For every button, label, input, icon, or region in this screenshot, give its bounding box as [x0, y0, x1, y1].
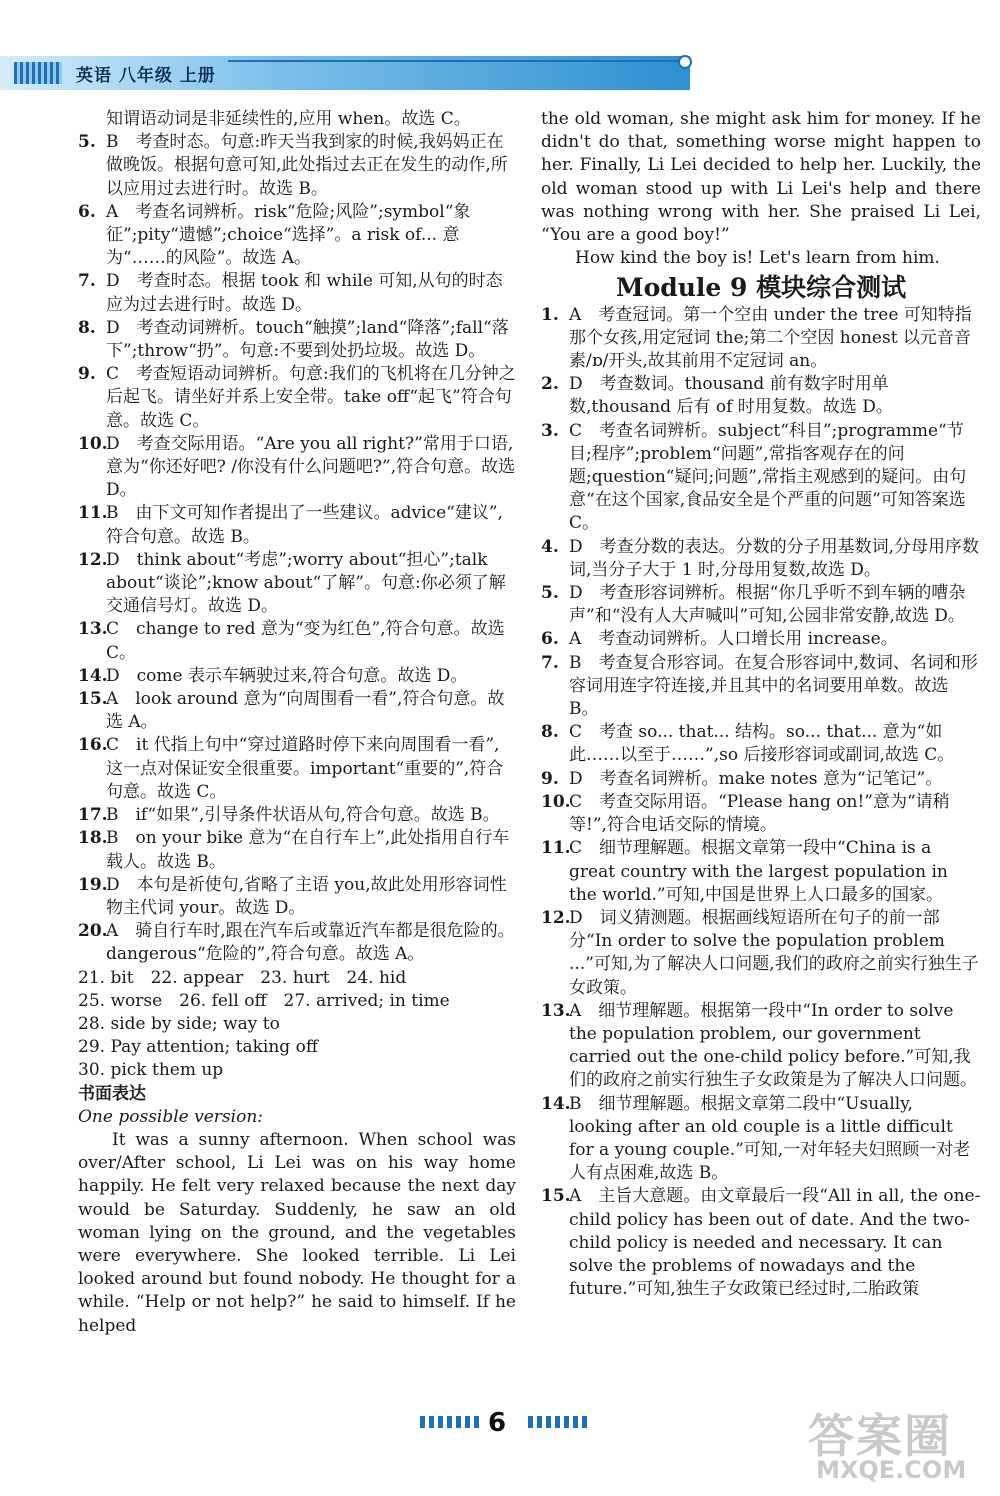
answer-number: 16. — [78, 735, 108, 756]
answer-number: 9. — [78, 364, 96, 385]
answer-item — [541, 536, 981, 582]
answer-number: 1. — [541, 304, 559, 325]
answer-item — [78, 874, 516, 920]
header-dot-ornament — [678, 55, 692, 69]
answer-number: 7. — [78, 271, 96, 292]
answer-number: 9. — [541, 768, 559, 789]
answer-item — [78, 665, 516, 688]
answer-item — [78, 363, 516, 433]
answer-item — [541, 582, 981, 628]
answer-item — [541, 304, 981, 374]
answer-item — [78, 920, 516, 966]
watermark — [808, 1400, 988, 1490]
answer-number: 5. — [541, 583, 559, 604]
answer-text: D 词义猜测题。根据画线短语所在句子的前一部分“In order to solve the population problem ...”可知,为了解决人口问题,我们的政府之前实行独生子女政策。 — [569, 907, 979, 998]
answer-text: D 考查交际用语。“Are you all right?”常用于口语,意为“你还好吧? /你没有什么问题吧?”,符合句意。故选 D。 — [106, 433, 516, 501]
fill-in-answers: 28. side by side; way to — [78, 1013, 280, 1034]
left-column — [78, 108, 516, 1338]
answer-text: A look around 意为“向周围看一看”,符合句意。故选 A。 — [106, 689, 505, 733]
answer-text: D 考查数词。thousand 前有数字时用单数,thousand 后有 of 时用复数。故选 D。 — [569, 374, 893, 418]
answer-text: D 本句是祈使句,省略了主语 you,故此处用形容词性物主代词 your。故选 D。 — [106, 874, 507, 918]
answer-number: 8. — [541, 722, 559, 743]
answer-number: 7. — [541, 652, 559, 673]
answer-item — [78, 618, 516, 664]
right-column — [541, 108, 981, 1301]
answer-item — [78, 317, 516, 363]
answer-number: 11. — [541, 838, 571, 859]
header-rule — [228, 60, 680, 62]
answer-item — [541, 628, 981, 651]
fill-in-answers: 30. pick them up — [78, 1060, 224, 1081]
module-title: Module 9 模块综合测试 — [615, 273, 907, 303]
answer-number: 11. — [78, 503, 108, 524]
answer-number: 10. — [78, 433, 108, 454]
answer-text: B if“如果”,引导条件状语从句,符合句意。故选 B。 — [106, 805, 500, 826]
answer-text: B 细节理解题。根据文章第二段中“Usually, looking after an old couple is a little difficult for a young couple.”可知,一对年轻夫妇照顾一对老人有点困难,故选 B。 — [569, 1093, 971, 1184]
answer-text: A 主旨大意题。由文章最后一段“All in all, the one-child policy has been out of date. And the two-child policy is needed and necessary. It can solve the problems of nowadays and the future.”可知,独生子女政策已经过时,二胎政策 — [569, 1186, 981, 1300]
answer-text: C 考查名词辨析。subject“科目”;programme“节目;程序”;problem“问题”,常指客观存在的问题;question“疑问;问题”,常指主观感到的疑问。由句意“在这个国家,食品安全是个严重的问题”可知答案选 C。 — [569, 420, 967, 534]
header-stripe-ornament — [14, 62, 62, 84]
answer-item — [541, 837, 981, 907]
answer-text: B 考查时态。句意:昨天当我到家的时候,我妈妈正在做晚饭。根据句意可知,此处指过去正在发生的动作,所以应用过去进行时。故选 B。 — [106, 132, 508, 199]
answer-number: 5. — [78, 132, 96, 153]
answer-text: D think about“考虑”;worry about“担心”;talk about“谈论”;know about“了解”。句意:你必须了解交通信号灯。故选 D。 — [106, 549, 506, 617]
answer-item — [541, 721, 981, 767]
answer-item — [541, 420, 981, 536]
answer-number: 4. — [541, 536, 559, 557]
answer-item — [78, 688, 516, 734]
answer-text: D come 表示车辆驶过来,符合句意。故选 D。 — [106, 665, 468, 686]
answer-item — [541, 373, 981, 419]
answer-item — [78, 201, 516, 271]
answer-text: D 考查名词辨析。make notes 意为“记笔记”。 — [569, 768, 943, 789]
answer-number: 15. — [78, 689, 108, 710]
page-number: 6 — [488, 1408, 507, 1438]
answer-item — [541, 652, 981, 722]
answer-item — [78, 131, 516, 201]
answer-number: 6. — [78, 201, 96, 222]
watermark-url: MXQE.COM — [816, 1456, 967, 1484]
answer-text: C 考查 so... that... 结构。so... that... 意为“如此……以至于……”,so 后接形容词或副词,故选 C。 — [569, 722, 955, 766]
answer-text: A 考查动词辨析。人口增长用 increase。 — [569, 629, 898, 650]
answer-text: D 考查时态。根据 took 和 while 可知,从句的时态应为过去进行时。故选 D。 — [106, 271, 503, 315]
answer-text: C 细节理解题。根据文章第一段中“China is a great country with the largest population in the world.”可知,中国是世界上人口最多的国家。 — [569, 838, 948, 905]
answer-text: C change to red 意为“变为红色”,符合句意。故选 C。 — [106, 619, 505, 663]
answer-item — [541, 768, 981, 791]
answer-number: 2. — [541, 374, 559, 395]
answer-item — [541, 1185, 981, 1301]
answer-item — [78, 502, 516, 548]
answer-text: A 骑自行车时,跟在汽车后或靠近汽车都是很危险的。dangerous“危险的”,符合句意。故选 A。 — [106, 921, 515, 965]
answer-number: 14. — [78, 665, 108, 686]
watermark-logo-text: 答案圈 — [808, 1409, 952, 1463]
answer-item — [78, 270, 516, 316]
answer-text: C 考查交际用语。“Please hang on!”意为“请稍等!”,符合电话交际的情境。 — [569, 791, 950, 836]
essay-paragraph: It was a sunny afternoon. When school was over/After school, Li Lei was on his way home happily. He felt very relaxed because the next day would be Saturday. Suddenly, he saw an old woman lying on the ground, and the vegetables were everywhere. She looked terrible. Li Lei looked around but found nobody. He thought for a while. “Help or not help?” he said to himself. If he helped — [78, 1129, 516, 1336]
answer-number: 3. — [541, 420, 559, 441]
answer-number: 19. — [78, 874, 108, 895]
answer-number: 13. — [78, 619, 108, 640]
answer-number: 8. — [78, 317, 96, 338]
answer-number: 13. — [541, 1000, 571, 1021]
answer-number: 20. — [78, 921, 108, 942]
answer-number: 18. — [78, 828, 108, 849]
answer-item — [78, 549, 516, 619]
answer-number: 6. — [541, 629, 559, 650]
answer-text: C 考查短语动词辨析。句意:我们的飞机将在几分钟之后起飞。请坐好并系上安全带。take off“起飞”符合句意。故选 C。 — [106, 364, 516, 431]
essay-paragraph: How kind the boy is! Let's learn from him. — [575, 248, 940, 269]
answer-item — [78, 804, 516, 827]
answer-item — [78, 827, 516, 873]
fill-in-answers: 29. Pay attention; taking off — [78, 1037, 318, 1058]
answer-text: C it 代指上句中“穿过道路时停下来向周围看一看”,这一点对保证安全很重要。important“重要的”,符合句意。故选 C。 — [106, 735, 504, 802]
answer-number: 12. — [78, 549, 108, 570]
answer-text: B 由下文可知作者提出了一些建议。advice“建议”,符合句意。故选 B。 — [106, 503, 503, 547]
answer-number: 10. — [541, 791, 571, 812]
header-title: 英语 八年级 上册 — [76, 66, 216, 86]
answer-text: D 考查动词辨析。touch“触摸”;land“降落”;fall“落下”;throw“扔”。句意:不要到处扔垃圾。故选 D。 — [106, 317, 509, 362]
answer-text: D 考查形容词辨析。根据“你几乎听不到车辆的嘈杂声”和“没有人大声喊叫”可知,公园非常安静,故选 D。 — [569, 583, 966, 627]
section-heading: 书面表达 — [78, 1083, 146, 1104]
answer-item — [78, 734, 516, 804]
answer-item — [78, 433, 516, 503]
answer-item — [541, 1093, 981, 1186]
answer-item — [541, 1000, 981, 1093]
essay-paragraph: the old woman, she might ask him for money. If he didn't do that, something worse might happen to her. Finally, Li Lei decided to help her. Luckily, the old woman stood up with Li Lei's help and there was nothing wrong with her. She praised Li Lei, “You are a good boy!” — [541, 109, 981, 246]
answer-text: A 考查名词辨析。risk“危险;风险”;symbol“象征”;pity“遗憾”;choice“选择”。a risk of... 意为“……的风险”。故选 A。 — [106, 201, 471, 269]
answer-text: A 考查冠词。第一个空由 under the tree 可知特指那个女孩,用定冠词 the;第二个空因 honest 以元音音素/ɒ/开头,故其前用不定冠词 an。 — [569, 304, 972, 372]
answer-number: 17. — [78, 805, 108, 826]
answer-number: 15. — [541, 1186, 571, 1207]
fill-in-answers: 25. worse 26. fell off 27. arrived; in time — [78, 990, 450, 1011]
version-label: One possible version: — [78, 1106, 263, 1127]
answer-item — [541, 907, 981, 1000]
answer-item — [541, 791, 981, 837]
answer-text: D 考查分数的表达。分数的分子用基数词,分母用序数词,当分子大于 1 时,分母用复数,故选 D。 — [569, 536, 980, 580]
fill-in-answers: 21. bit 22. appear 23. hurt 24. hid — [78, 967, 407, 988]
answer-text: B 考查复合形容词。在复合形容词中,数词、名词和形容词用连字符连接,并且其中的名词要用单数。故选 B。 — [569, 652, 978, 720]
answer-number: 12. — [541, 907, 571, 928]
footer-left-ornament — [420, 1416, 480, 1428]
answer-text: B on your bike 意为“在自行车上”,此处指用自行车载人。故选 B。 — [106, 828, 510, 872]
answer-continuation: 知谓语动词是非延续性的,应用 when。故选 C。 — [106, 109, 471, 129]
answer-number: 14. — [541, 1093, 571, 1114]
footer-right-ornament — [528, 1416, 588, 1428]
answer-text: A 细节理解题。根据第一段中“In order to solve the population problem, our government carried out the one-child policy before.”可知,我们的政府之前实行独生子女政策是为了解决人口问题。 — [569, 1000, 977, 1091]
